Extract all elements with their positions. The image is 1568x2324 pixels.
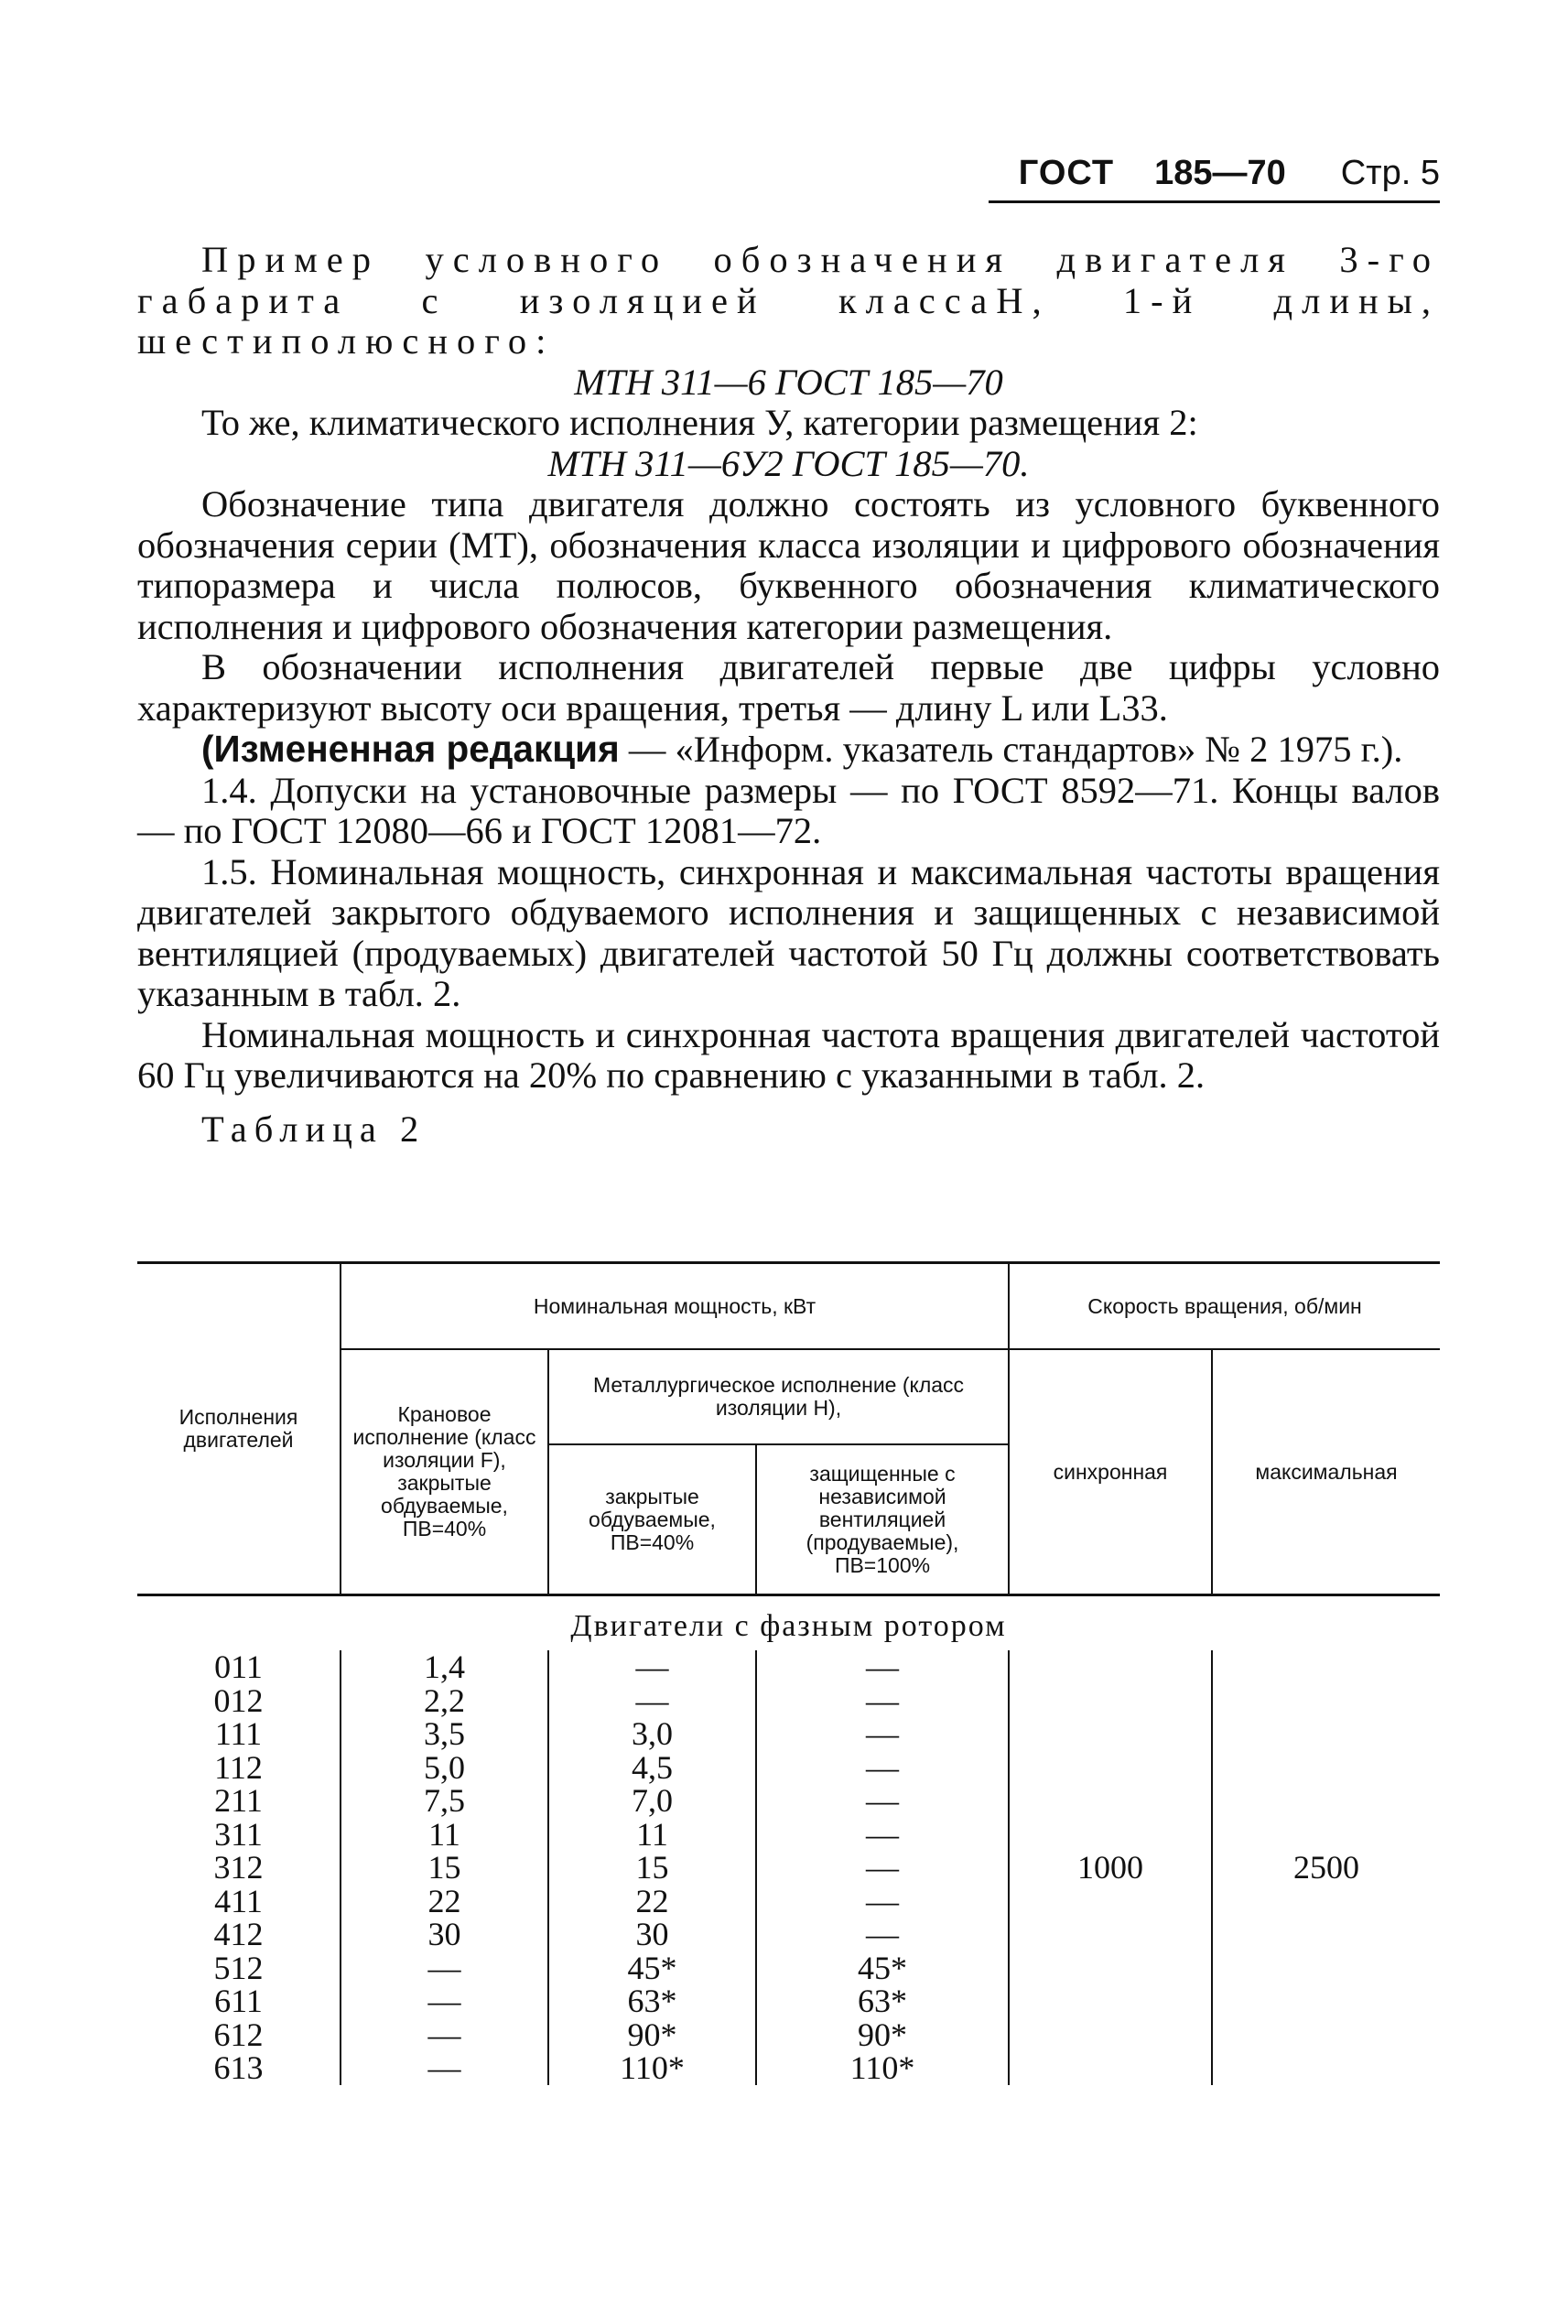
table-2 <box>137 1261 1440 2085</box>
table-cell: 4,5 <box>632 1748 673 1786</box>
table-cell: 30 <box>427 1916 461 1952</box>
section-title: Двигатели с фазным ротором <box>570 1609 1007 1643</box>
table-cell: 63* <box>858 1983 907 2019</box>
header-metallurgical: Металлургическое исполнение (класс изоляции Н), <box>548 1349 1009 1444</box>
table-cell: — <box>866 1648 899 1685</box>
table-cell: — <box>866 1882 899 1919</box>
table-cell: 45* <box>627 1949 677 1986</box>
table-cell: — <box>866 1782 899 1819</box>
column-closed <box>548 1650 756 2085</box>
table-cell: — <box>866 1748 899 1786</box>
table-cell: 211 <box>214 1782 263 1819</box>
table-cell: 110* <box>620 2049 685 2086</box>
table-cell: — <box>427 1983 461 2019</box>
table-cell: 011 <box>214 1648 263 1685</box>
table-cell: 2,2 <box>424 1681 465 1719</box>
column-engine-type <box>137 1650 341 2085</box>
table-cell: 612 <box>213 2016 264 2053</box>
table-cell: 110* <box>849 2049 915 2086</box>
table-cell: — <box>866 1849 899 1886</box>
table-cell: — <box>635 1681 669 1719</box>
paragraph-same: То же, климатического исполнения У, категории размещения 2: <box>201 402 1198 443</box>
table-cell: 22 <box>635 1882 669 1919</box>
table-cell: — <box>866 1916 899 1952</box>
header-maximum: максимальная <box>1212 1349 1440 1595</box>
table-cell: 611 <box>214 1983 263 2019</box>
table-caption: Таблица 2 <box>201 1108 427 1150</box>
table-cell: 7,5 <box>424 1782 465 1819</box>
header-engine-type: Исполнения двигателей <box>137 1263 341 1595</box>
table-cell: — <box>866 1815 899 1853</box>
table-cell: 30 <box>635 1916 669 1952</box>
header-speed-group: Скорость вращения, об/мин <box>1009 1263 1440 1350</box>
table-cell: 1,4 <box>424 1648 465 1685</box>
paragraph-1-4: 1.4. Допуски на установочные размеры — по ГОСТ 8592—71. Концы валов — по ГОСТ 12080—66 и ГОСТ 12081—72. <box>137 769 1440 851</box>
column-protected <box>756 1650 1009 2085</box>
designation-2: МТН 311—6У2 ГОСТ 185—70. <box>547 442 1030 484</box>
table-cell: 312 <box>213 1849 264 1886</box>
header-power-group: Номинальная мощность, кВт <box>341 1263 1009 1350</box>
body-text <box>137 240 1440 1150</box>
table-cell: 012 <box>213 1681 264 1719</box>
table-cell: — <box>866 1681 899 1719</box>
table-cell: 311 <box>214 1815 263 1853</box>
header-closed: закрытые обдуваемые, ПВ=40% <box>548 1444 756 1595</box>
table-cell: 512 <box>213 1949 264 1986</box>
table-cell: 112 <box>214 1748 263 1786</box>
table-cell: — <box>635 1648 669 1685</box>
table-cell: 613 <box>213 2049 264 2086</box>
table-cell: 11 <box>636 1815 668 1853</box>
table-cell: 5,0 <box>424 1748 465 1786</box>
header-synchronous: синхронная <box>1009 1349 1212 1595</box>
table-cell: — <box>427 1949 461 1986</box>
table-cell: 15 <box>427 1849 461 1886</box>
table-cell: 90* <box>858 2016 907 2053</box>
table-cell: 22 <box>427 1882 461 1919</box>
paragraph-digits: В обозначении исполнения двигателей первые две цифры условно характеризуют высоту оси вращения, третья — длину L или L33. <box>137 646 1440 729</box>
paragraph-revision <box>137 729 1440 771</box>
table-cell: — <box>427 2049 461 2086</box>
table-cell: — <box>866 1715 899 1752</box>
table-cell: 45* <box>858 1949 907 1986</box>
table-cell: — <box>427 2016 461 2053</box>
table-cell: 412 <box>213 1916 264 1952</box>
header-protected: защищенные с независимой вентиляцией (продуваемые), ПВ=100% <box>756 1444 1009 1595</box>
standard-label: ГОСТ <box>1018 154 1115 192</box>
page-number: Стр. 5 <box>1340 154 1440 192</box>
column-crane <box>341 1650 548 2085</box>
table-cell: 411 <box>214 1882 263 1919</box>
table-cell: 90* <box>627 2016 677 2053</box>
revision-text: — «Информ. указатель стандартов» № 2 1975 г.). <box>619 729 1403 770</box>
page-header <box>989 154 1440 203</box>
table-cell: 3,0 <box>632 1715 673 1752</box>
cell-maximum-speed: 2500 <box>1212 1650 1440 2085</box>
paragraph-1-5: 1.5. Номинальная мощность, синхронная и максимальная частоты вращения двигателей закрытого обдуваемого исполнения и защищенных с независимой вентиляцией (продуваемых) двигателей частотой 50 Гц должны соответствовать указанным в табл. 2. <box>137 850 1440 1014</box>
designation-1: МТН 311—6 ГОСТ 185—70 <box>574 361 1003 403</box>
table-cell: 7,0 <box>632 1782 673 1819</box>
table-cell: 15 <box>635 1849 669 1886</box>
paragraph-designation: Обозначение типа двигателя должно состоять из условного буквенного обозначения серии (МТ), обозначения класса изоляции и цифрового обозначения типоразмера и числа полюсов, буквенного обозначения климатического исполнения и цифрового обозначения категории размещения. <box>137 483 1440 647</box>
table-cell: 3,5 <box>424 1715 465 1752</box>
table-cell: 63* <box>627 1983 677 2019</box>
spec-table <box>137 1261 1440 2085</box>
paragraph-example: Пример условного обозначения двигателя 3-го габарита с изоляцией классаН, 1-й длины, шестиполюсного: <box>137 239 1440 362</box>
header-crane: Крановое исполнение (класс изоляции F), закрытые обдуваемые, ПВ=40% <box>341 1349 548 1595</box>
table-cell: 111 <box>214 1715 263 1752</box>
paragraph-60hz: Номинальная мощность и синхронная частота вращения двигателей частотой 60 Гц увеличиваются на 20% по сравнению с указанными в табл. 2. <box>137 1013 1440 1096</box>
standard-number: 185—70 <box>1154 154 1286 192</box>
cell-synchronous-speed: 1000 <box>1009 1650 1212 2085</box>
table-cell: 11 <box>428 1815 460 1853</box>
revision-label: (Измененная редакция <box>201 728 620 770</box>
